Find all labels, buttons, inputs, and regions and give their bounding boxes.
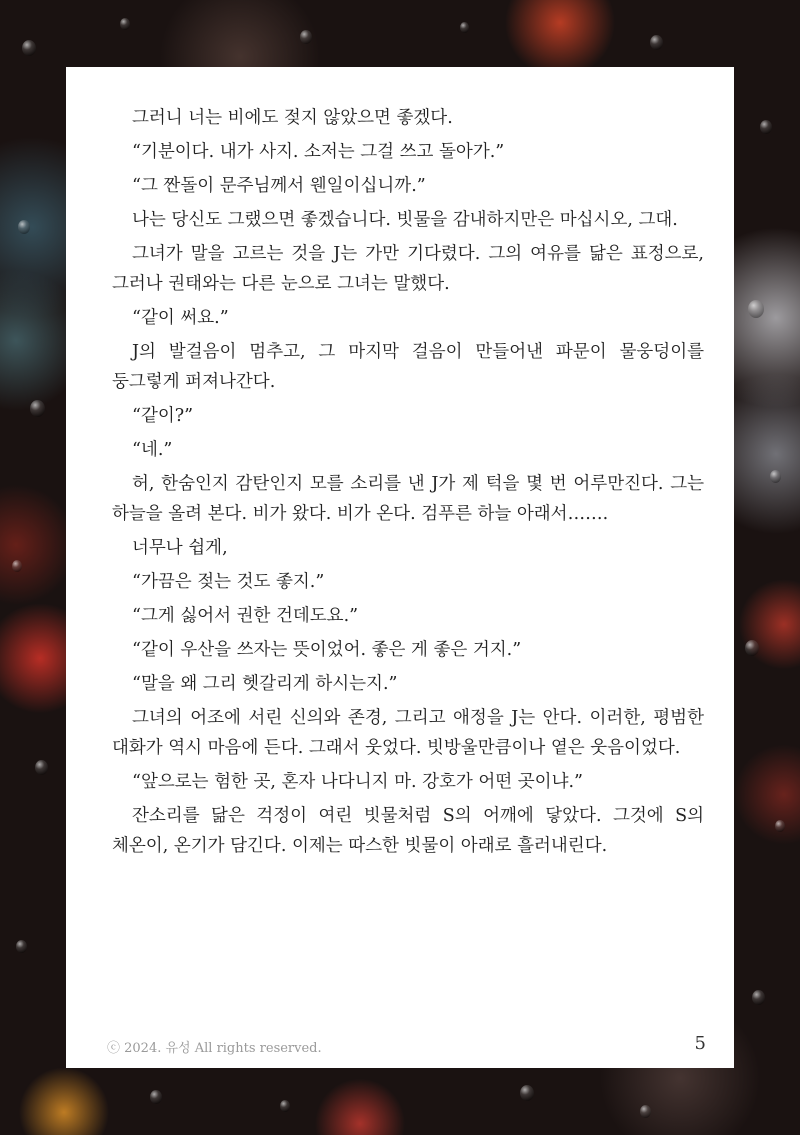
raindrop [460,22,469,33]
raindrop [18,220,30,234]
paragraph: 그러니 너는 비에도 젖지 않았으면 좋겠다. [132,108,453,128]
paragraph: 나는 당신도 그랬으면 좋겠습니다. 빗물을 감내하지만은 마십시오, 그대. [132,210,678,230]
raindrop [520,1085,534,1101]
copyright-notice: ⓒ 2024. 유성 All rights reserved. [107,1041,322,1056]
raindrop [770,470,781,483]
raindrop [35,760,48,775]
paragraph: 잔소리를 닮은 걱정이 여린 빗물처럼 S의 어깨에 닿았다. 그것에 S의 체온이, 온기가 담긴다. 이제는 따스한 빗물이 아래로 흘러내린다. [112,806,704,856]
paragraph: “그게 싫어서 권한 건데도요.” [132,606,359,626]
raindrop [280,1100,290,1112]
raindrop [748,300,764,318]
raindrop [640,1105,651,1118]
raindrop [16,940,27,953]
raindrop [775,820,785,832]
paragraph: 허, 한숨인지 감탄인지 모를 소리를 낸 J가 제 턱을 몇 번 어루만진다. 그는 하늘을 올려 본다. 비가 왔다. 비가 온다. 검푸른 하늘 아래서……. [112,474,704,524]
page-body-text [112,103,704,865]
paragraph: “말을 왜 그리 헷갈리게 하시는지.” [132,674,398,694]
paragraph: “그 짠돌이 문주님께서 웬일이십니까.” [132,176,426,196]
paragraph: 그녀가 말을 고르는 것을 J는 가만 기다렸다. 그의 여유를 닮은 표정으로, 그러나 권태와는 다른 눈으로 그녀는 말했다. [112,244,704,294]
page-number: 5 [694,1033,706,1054]
paragraph: “앞으로는 험한 곳, 혼자 나다니지 마. 강호가 어떤 곳이냐.” [132,772,583,792]
paragraph: 그녀의 어조에 서린 신의와 존경, 그리고 애정을 J는 안다. 이러한, 평범한 대화가 역시 마음에 든다. 그래서 웃었다. 빗방울만큼이나 옅은 웃음이었다. [112,708,704,758]
paragraph: “기분이다. 내가 사지. 소저는 그걸 쓰고 돌아가.” [132,142,505,162]
paragraph: “같이 우산을 쓰자는 뜻이었어. 좋은 게 좋은 거지.” [132,640,522,660]
paragraph: “같이 써요.” [132,308,229,328]
raindrop [120,18,130,30]
book-page [66,67,734,1068]
raindrop [650,35,663,50]
raindrop [150,1090,162,1104]
raindrop [745,640,759,656]
paragraph: “네.” [132,440,173,460]
raindrop [12,560,22,572]
raindrop [300,30,312,44]
paragraph: “같이?” [132,406,194,426]
raindrop [752,990,765,1005]
raindrop [30,400,45,417]
paragraph: 너무나 쉽게, [132,538,228,558]
raindrop [22,40,36,56]
paragraph: J의 발걸음이 멈추고, 그 마지막 걸음이 만들어낸 파문이 물웅덩이를 둥그렇게 퍼져나간다. [112,342,704,392]
paragraph: “가끔은 젖는 것도 좋지.” [132,572,325,592]
raindrop [760,120,772,134]
